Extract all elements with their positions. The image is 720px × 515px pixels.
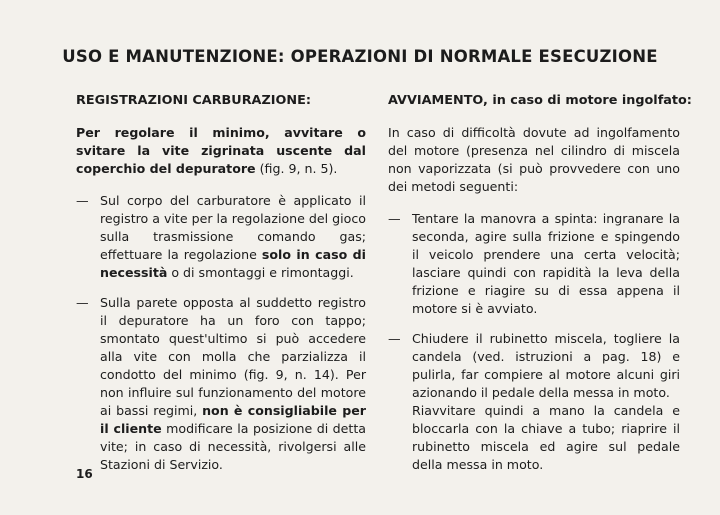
item-text: Sulla parete opposta al suddetto registro il depuratore ha un foro con tappo; smontato quest'ultimo si può accedere alla vite con molla che parzializza il condotto del minimo (fig. 9, n. 14). Per non influire sul funzionamento del motore ai bassi regimi, bbox=[100, 295, 366, 418]
section-heading-carburazione: REGISTRAZIONI CARBURAZIONE: bbox=[76, 93, 311, 108]
item-text: Tentare la manovra a spinta: ingranare la seconda, agire sulla frizione e spingendo il veicolo prendere una certa velocità; lasciare quindi con rapidità la leva della frizione e riagire su di essa appena il motore si è avviato. bbox=[412, 211, 680, 316]
list-item bbox=[76, 294, 366, 474]
item-text-continued: Riavvitare quindi a mano la candela e bloccarla con la chiave a tubo; riaprire il rubinetto miscela ed agire sul pedale della messa in moto. bbox=[412, 403, 680, 472]
right-column bbox=[388, 92, 692, 486]
intro-text: (fig. 9, n. 5). bbox=[255, 161, 338, 176]
item-text: Chiudere il rubinetto miscela, togliere la candela (ved. istruzioni a pag. 18) e pulirla, far compiere al motore alcuni giri azionando il pedale della messa in moto. bbox=[412, 331, 680, 400]
list-item bbox=[388, 330, 680, 474]
intro-bold-text: Per regolare il minimo, avvitare o svitare la vite zigrinata uscente dal coperchio del depuratore bbox=[76, 125, 366, 176]
item-bold-text: non è consigliabile per il cliente bbox=[100, 403, 366, 436]
page-title: USO E MANUTENZIONE: OPERAZIONI DI NORMALE ESECUZIONE bbox=[62, 47, 658, 66]
list-item bbox=[76, 192, 366, 282]
intro-paragraph bbox=[76, 124, 366, 178]
item-bold-text: solo in caso di necessità bbox=[100, 247, 367, 280]
item-text: Sul corpo del carburatore è applicato il registro a vite per la regolazione del gioco sulla trasmissione comando gas; effettuare la regolazione bbox=[100, 193, 366, 262]
dash-marker: — bbox=[388, 211, 401, 226]
intro-paragraph: In caso di difficoltà dovute ad ingolfamento del motore (presenza nel cilindro di miscela non vaporizzata (si può provvedere con uno dei metodi seguenti: bbox=[388, 125, 680, 194]
list-item bbox=[388, 210, 680, 318]
left-column bbox=[76, 92, 366, 486]
dash-marker: — bbox=[76, 193, 89, 208]
dash-marker: — bbox=[76, 295, 89, 310]
section-heading-avviamento: AVVIAMENTO, in caso di motore ingolfato: bbox=[388, 93, 692, 108]
dash-marker: — bbox=[388, 331, 401, 346]
item-text: modificare la posizione di detta vite; in caso di necessità, rivolgersi alle Stazioni di Servizio. bbox=[100, 421, 367, 472]
page-number: 16 bbox=[76, 467, 93, 481]
item-text: o di smontaggi e rimontaggi. bbox=[167, 265, 354, 280]
